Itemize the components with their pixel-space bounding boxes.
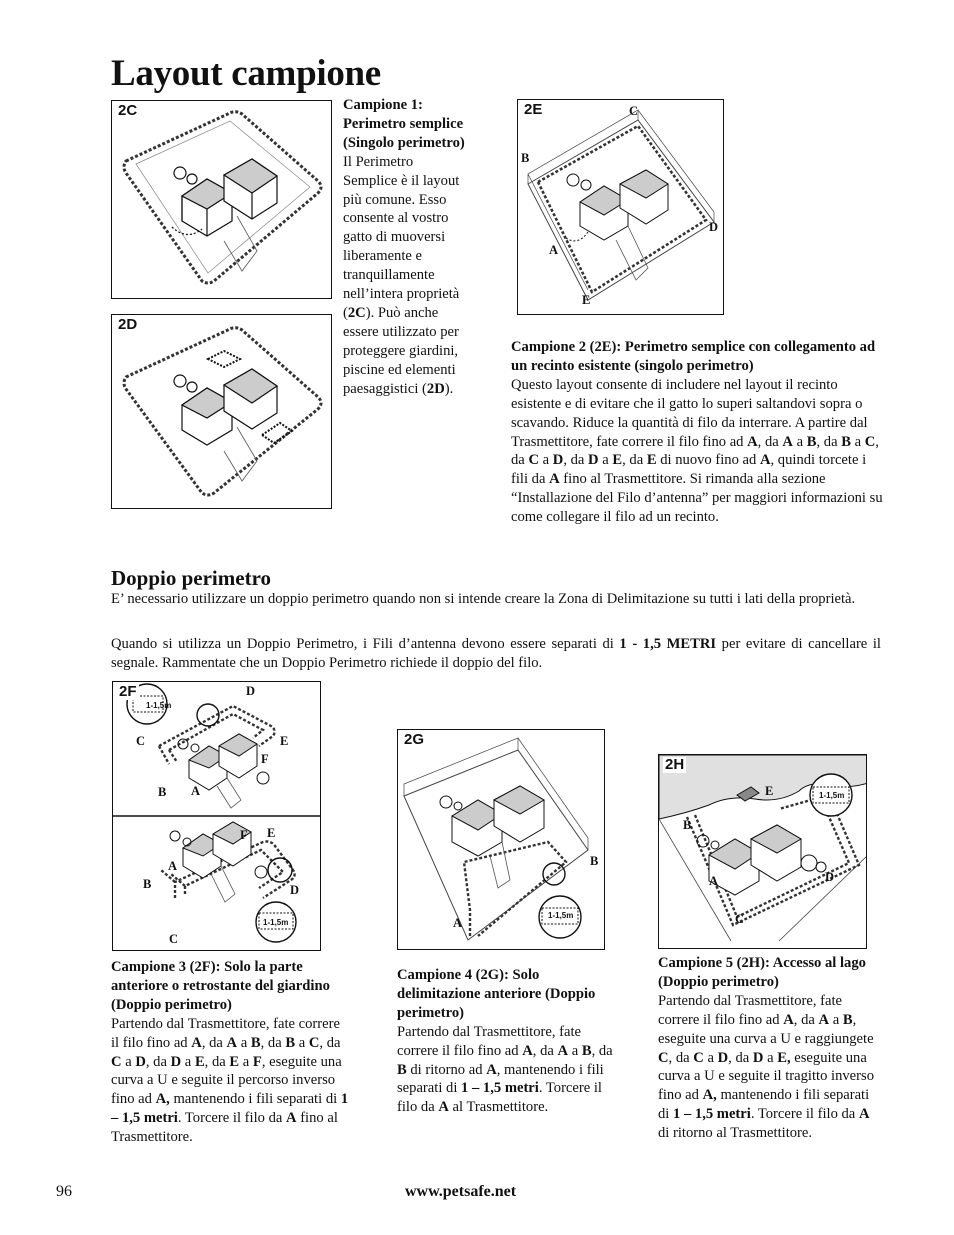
distance-label: 1-1,5m [819,791,845,800]
point-c: C [629,104,639,118]
sample1-body: Il Perimetro Semplice è il layout più comune. Esso consente al vostro gatto di muoversi liberamente e tranquillamente nell’intera proprietà (2C). Può anche essere utilizzato per proteggere giardini, piscine ed elementi paesaggistici (2D). [343,153,460,397]
sample2-caption [511,338,883,527]
distance-label: 1-1,5m [146,701,172,710]
point-c: C [169,932,179,946]
sample3-heading: Campione 3 (2F): Solo la parte anteriore o retrostante del giardino (Doppio perimetro) [111,959,330,1013]
point-f: F [261,752,269,766]
point-b: B [590,854,599,868]
figure-2c [111,100,332,299]
figure-label: 2F [119,683,137,700]
sample3-caption [111,958,351,1147]
point-a: A [168,859,178,873]
diagram-2c [112,101,332,299]
figure-2f [112,681,321,951]
point-b: B [683,818,692,832]
point-d: D [290,883,300,897]
sample5-body: Partendo dal Trasmettitore, fate correre il filo fino ad A, da A a B, eseguite una curva a U e raggiungete C, da C a D, da D a E, eseguite una curva a U e seguite il tragitto inverso fino ad A, mantenendo i fili separati di 1 – 1,5 metri. Torcere il filo da A di ritorno al Trasmettitore. [658,992,874,1142]
double-paragraph-1: E’ necessario utilizzare un doppio perimetro quando non si intende creare la Zona di Delimitazione su tutti i lati della proprietà. [111,591,856,607]
figure-label: 2E [524,101,543,118]
sample3-body: Partendo dal Trasmettitore, fate correre il filo fino ad A, da A a B, da B a C, da C a D, da D a E, da E a F, eseguite una curva a U e seguite il percorso inverso fino ad A, mantenendo i fili separati di 1 – 1,5 metri. Torcere il filo da A fino al Trasmettitore. [111,1015,349,1146]
point-a: A [191,784,201,798]
distance-label: 1-1,5m [548,911,574,920]
sample5-caption [658,954,874,1143]
point-b: B [143,877,152,891]
website-link[interactable]: www.petsafe.net [405,1183,517,1200]
point-d: D [246,684,256,698]
point-c: C [735,912,745,926]
page-title: Layout campione [111,53,381,94]
figure-2h [658,754,867,949]
figure-2e [517,99,724,315]
figure-label: 2D [118,316,138,333]
section-heading-double-perimeter: Doppio perimetro [111,566,272,590]
point-e: E [267,826,276,840]
point-e: E [582,293,591,307]
point-a: A [709,874,719,888]
point-c: C [136,734,146,748]
diagram-2g [398,730,605,950]
sample5-heading: Campione 5 (2H): Accesso al lago (Doppio perimetro) [658,955,866,990]
point-d: D [709,220,719,234]
distance-label: 1-1,5m [263,918,289,927]
sample1-caption [343,96,471,399]
figure-label: 2C [118,102,138,119]
diagram-2d [112,315,332,509]
diagram-2h [659,755,867,949]
sample2-heading: Campione 2 (2E): Perimetro semplice con collegamento ad un recinto esistente (singolo perimetro) [511,339,876,374]
point-e: E [280,734,289,748]
figure-2d [111,314,332,509]
figure-label: 2G [404,731,425,748]
sample1-heading: Campione 1: Perimetro semplice (Singolo perimetro) [343,97,465,151]
point-b: B [158,785,167,799]
page-number: 96 [56,1183,72,1200]
point-e: E [765,784,774,798]
sample4-heading: Campione 4 (2G): Solo delimitazione anteriore (Doppio perimetro) [397,967,596,1021]
point-a: A [453,916,463,930]
sample4-body: Partendo dal Trasmettitore, fate correre il filo fino ad A, da A a B, da B di ritorno ad A, mantenendo i fili separati di 1 – 1,5 metri. Torcere il filo da A al Trasmettitore. [397,1023,613,1116]
point-d: D [825,870,835,884]
sample2-body: Questo layout consente di includere nel layout il recinto esistente e di evitare che il gatto lo superi saltandovi sopra o scavando. Riduce la quantità di filo da interrare. A partire dal Trasmettitore, fate correre il filo fino ad A, da A a B, da B a C, da C a D, da D a E, da E di nuovo fino ad A, quindi torcete i fili da A fino al Trasmettitore. Si rimanda alla sezione “Installazione del Filo d’antenna” per maggiori informazioni su come collegare il filo ad un recinto. [511,376,883,526]
point-b: B [521,151,530,165]
double-paragraph-2: Quando si utilizza un Doppio Perimetro, i Fili d’antenna devono essere separati di 1 - 1,5 METRI per evitare di cancellare il segnale. Rammentate che un Doppio Perimetro richiede il doppio del filo. [111,636,881,671]
figure-label: 2H [665,756,685,773]
diagram-2e [518,100,724,315]
point-a: A [549,243,559,257]
sample4-caption [397,966,615,1117]
figure-2g [397,729,605,950]
diagram-2f [113,682,321,951]
point-f: F [240,828,248,842]
